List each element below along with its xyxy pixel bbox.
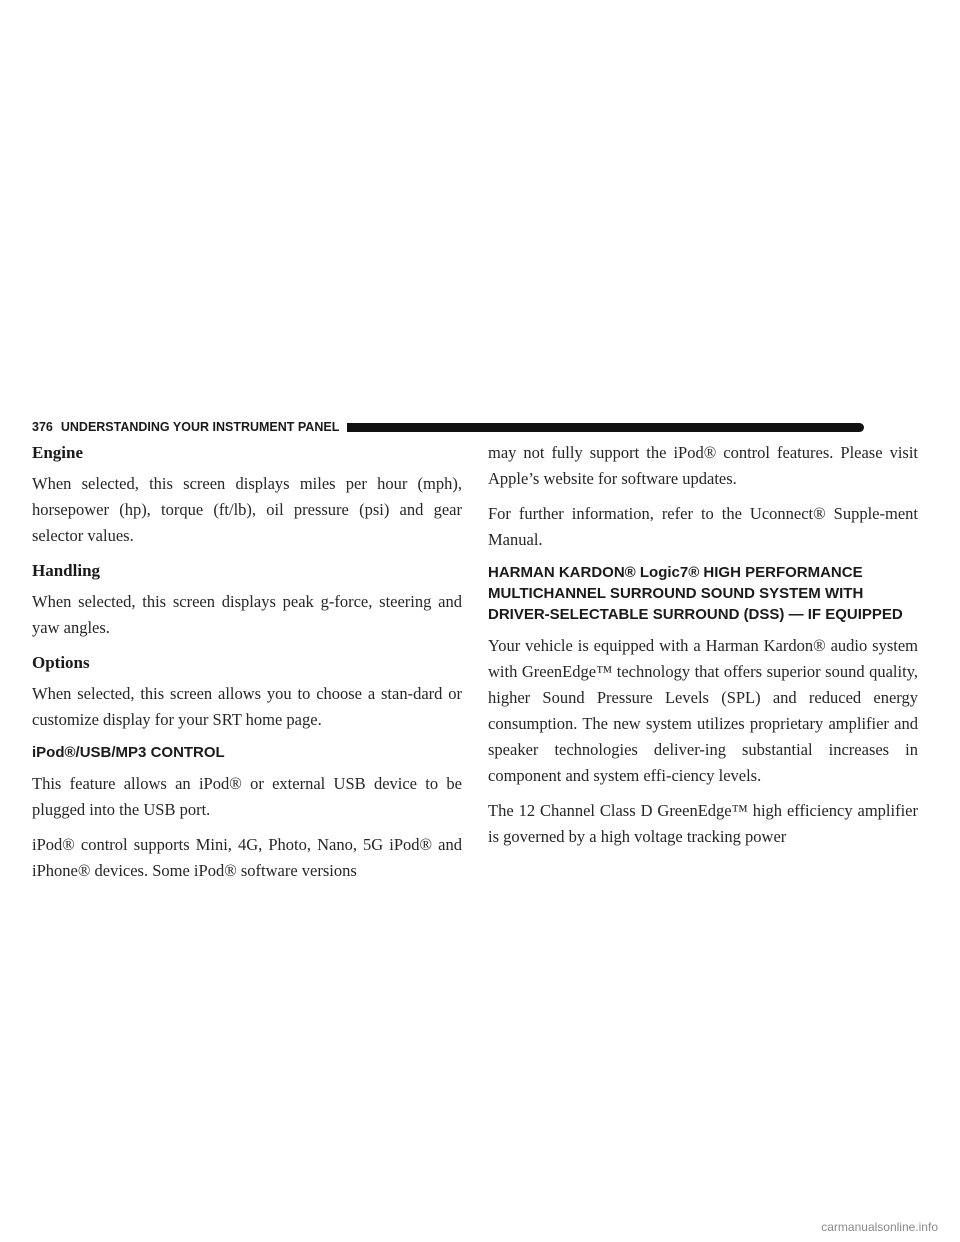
ipod-paragraph-2: iPod® control supports Mini, 4G, Photo, Nano, 5G iPod® and iPhone® devices. Some iPod® software versions (32, 835, 462, 880)
right-column (488, 440, 918, 859)
options-paragraph: When selected, this screen allows you to choose a stan-dard or customize display for your SRT home page. (32, 684, 462, 729)
left-column (32, 440, 462, 893)
harman-paragraph-2: The 12 Channel Class D GreenEdge™ high efficiency amplifier is governed by a high voltage tracking power (488, 801, 918, 846)
ipod-paragraph-1: This feature allows an iPod® or external USB device to be plugged into the USB port. (32, 774, 462, 819)
header-rule (347, 423, 864, 432)
options-subhead: Options (32, 653, 90, 672)
handling-subhead: Handling (32, 561, 101, 580)
page-header (32, 419, 864, 435)
ipod-heading: iPod®/USB/MP3 CONTROL (32, 744, 225, 761)
section-title: UNDERSTANDING YOUR INSTRUMENT PANEL (60, 420, 340, 434)
harman-paragraph-1: Your vehicle is equipped with a Harman Kardon® audio system with GreenEdge™ technology that offers superior sound quality, higher Sound Pressure Levels (SPL) and reduced energy consumption. The new system utilizes proprietary amplifier and speaker technologies deliver-ing substantial increases in component and system effi-ciency levels. (488, 636, 918, 785)
engine-paragraph: When selected, this screen displays miles per hour (mph), horsepower (hp), torque (ft/lb), oil pressure (psi) and gear selector values. (32, 474, 462, 545)
handling-paragraph: When selected, this screen displays peak g-force, steering and yaw angles. (32, 592, 462, 637)
page-number: 376 (32, 420, 53, 434)
ipod-continued-paragraph: may not fully support the iPod® control features. Please visit Apple’s website for software updates. (488, 443, 918, 488)
harman-heading: HARMAN KARDON® Logic7® HIGH PERFORMANCE MULTICHANNEL SURROUND SOUND SYSTEM WITH DRIVER-SELECTABLE SURROUND (DSS) — IF EQUIPPED (488, 564, 903, 623)
watermark: carmanualsonline.info (821, 1220, 938, 1234)
further-info-paragraph: For further information, refer to the Uconnect® Supple-ment Manual. (488, 504, 918, 549)
engine-subhead: Engine (32, 443, 84, 462)
